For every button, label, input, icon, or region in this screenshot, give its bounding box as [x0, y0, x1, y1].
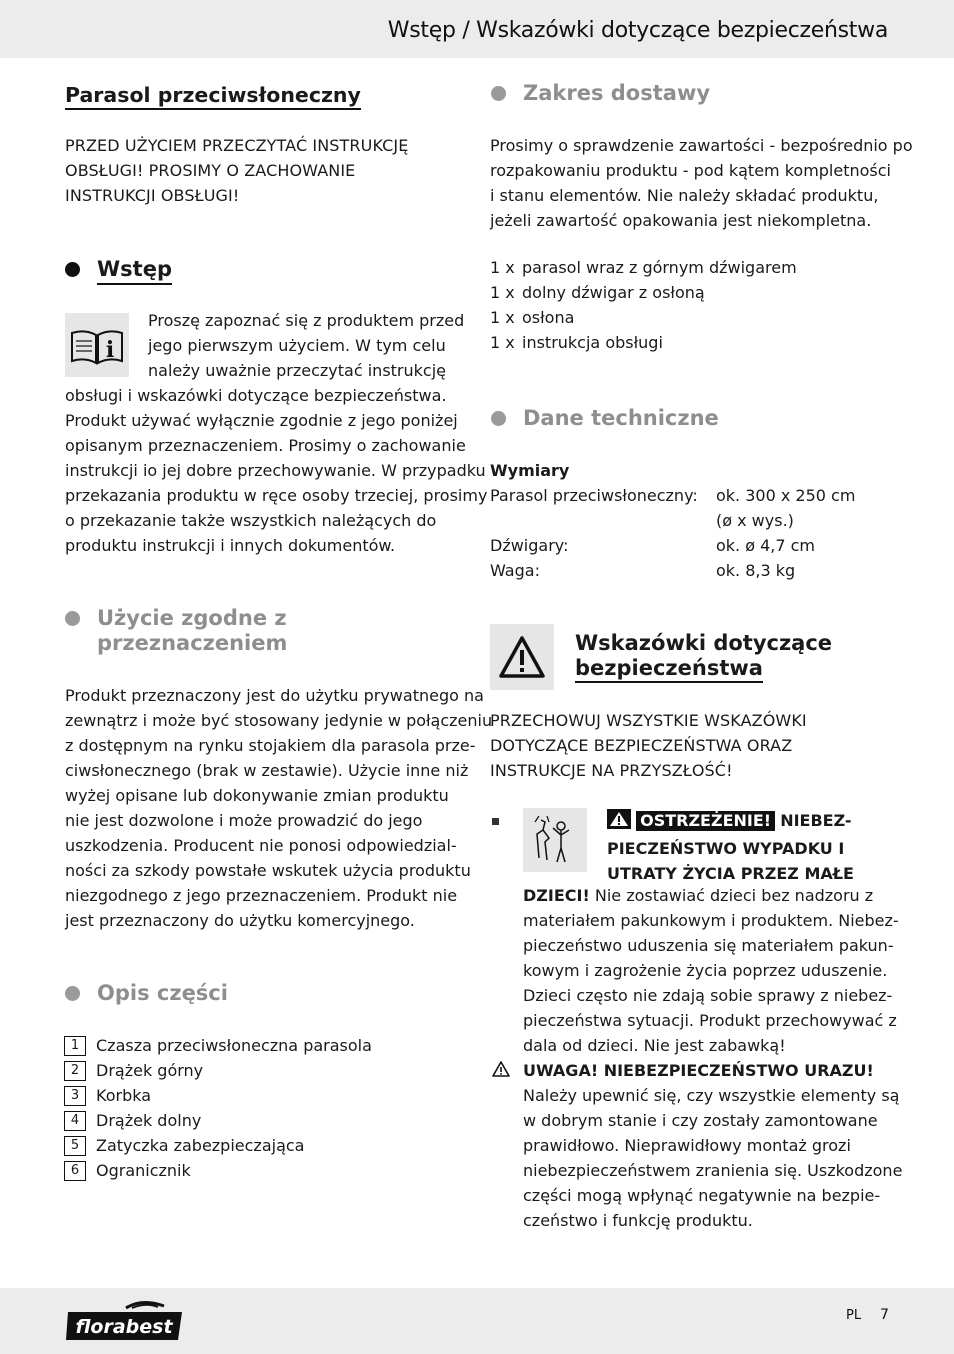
usage-line: nie jest dozwolone i może prowadzić do jego — [65, 811, 423, 830]
bullet-dot-icon — [65, 986, 80, 1001]
product-title-wrap — [65, 82, 361, 110]
delivery-item: instrukcja obsługi — [522, 333, 663, 352]
intro-line: Proszę zapoznać się z produktem przed — [148, 311, 465, 330]
footer-language: PL — [846, 1308, 862, 1323]
caution-text — [523, 1058, 903, 1233]
spec-label: Parasol przeciwsłoneczny: — [490, 486, 698, 505]
delivery-item: parasol wraz z górnym dźwigarem — [522, 258, 797, 277]
intro-line: opisanym przeznaczeniem. Prosimy o zachowanie — [65, 436, 466, 455]
delivery-item: dolny dźwigar z osłoną — [522, 283, 705, 302]
part-number: 1 — [64, 1036, 86, 1056]
part-label: Czasza przeciwsłoneczna parasola — [96, 1036, 372, 1055]
delivery-list — [490, 258, 797, 358]
page-footer — [0, 1288, 954, 1354]
bullet-dot-icon — [65, 611, 80, 626]
delivery-heading — [491, 81, 710, 106]
warning-title-line: UTRATY ŻYCIA PRZEZ MAŁE — [607, 864, 854, 883]
part-number: 4 — [64, 1111, 86, 1131]
warning-line-rest: Nie zostawiać dzieci bez nadzoru z — [594, 886, 874, 905]
caution-line: niebezpieczeństwem zranienia się. Uszkodzone — [523, 1161, 903, 1180]
warning-title-text: NIEBEZ- — [780, 811, 852, 830]
delivery-item: osłona — [522, 308, 575, 327]
bullet-dot-icon — [65, 262, 80, 277]
product-title: Parasol przeciwsłoneczny — [65, 82, 361, 110]
caution-title: UWAGA! NIEBEZPIECZEŃSTWO URAZU! — [523, 1061, 874, 1080]
brand-name: florabest — [75, 1316, 173, 1338]
usage-line: niezgodnego z jego przeznaczeniem. Produkt nie — [65, 886, 458, 905]
keep-notice-line: PRZECHOWUJ WSZYSTKIE WSKAZÓWKI — [490, 711, 807, 730]
warning-title-line — [607, 808, 897, 836]
read-notice-line: PRZED UŻYCIEM PRZECZYTAĆ INSTRUKCJĘ — [65, 136, 409, 155]
warning-line: materiałem pakunkowym i produktem. Niebez- — [523, 911, 899, 930]
delivery-line: Prosimy o sprawdzenie zawartości - bezpośrednio po — [490, 136, 913, 155]
usage-line: wyżej opisane lub dokonywanie zmian produktu — [65, 786, 449, 805]
warning-badge: OSTRZEŻENIE! — [636, 811, 775, 831]
warning-title-line: PIECZEŃSTWO WYPADKU I — [607, 839, 845, 858]
usage-text — [65, 683, 493, 933]
spec-value: ok. 8,3 kg — [716, 561, 796, 580]
spec-row — [490, 508, 900, 533]
usage-heading — [65, 606, 287, 656]
square-bullet-icon — [492, 818, 499, 825]
part-number: 3 — [64, 1086, 86, 1106]
caution-line: czeństwo i funkcję produktu. — [523, 1211, 753, 1230]
usage-line: z dostępnym na rynku stojakiem dla parasola prze- — [65, 736, 476, 755]
warning-line: Dzieci często nie zdają sobie sprawy z niebez- — [523, 986, 893, 1005]
read-notice-line: INSTRUKCJI OBSŁUGI! — [65, 186, 240, 205]
parts-heading — [65, 981, 228, 1006]
safety-heading-line: Wskazówki dotyczące — [575, 631, 833, 655]
warning-line: pieczeństwo uduszenia się materiałem pakun- — [523, 936, 894, 955]
parts-heading-text: Opis części — [97, 981, 228, 1005]
caution-line: prawidłowo. Nieprawidłowy montaż grozi — [523, 1136, 851, 1155]
list-item — [64, 1083, 464, 1108]
spec-row — [490, 558, 900, 583]
page-number: 7 — [880, 1307, 889, 1323]
keep-notice — [490, 708, 807, 783]
bullet-dot-icon — [491, 411, 506, 426]
delivery-line: i stanu elementów. Nie należy składać produktu, — [490, 186, 879, 205]
delivery-heading-text: Zakres dostawy — [523, 81, 711, 105]
warning-title-end: DZIECI! — [523, 886, 590, 905]
read-notice-line: OBSŁUGI! PROSIMY O ZACHOWANIE — [65, 161, 356, 180]
intro-text — [65, 383, 488, 558]
page-title: Wstęp / Wskazówki dotyczące bezpieczeństwa — [387, 18, 888, 43]
warning-text — [523, 883, 898, 1058]
dims-label: Wymiary — [490, 461, 570, 480]
child-warning-icon — [523, 808, 587, 872]
safety-heading — [575, 631, 832, 683]
intro-line: obsługi i wskazówki dotyczące bezpieczeństwa. — [65, 386, 447, 405]
tech-heading — [491, 406, 719, 431]
usage-line: Produkt przeznaczony jest do użytku prywatnego na — [65, 686, 484, 705]
spec-value: (ø x wys.) — [716, 511, 794, 530]
intro-heading-text: Wstęp — [97, 257, 172, 285]
part-label: Drążek górny — [96, 1061, 204, 1080]
keep-notice-line: DOTYCZĄCE BEZPIECZEŃSTWA ORAZ — [490, 736, 793, 755]
warning-small-triangle-icon — [607, 809, 631, 836]
list-item — [64, 1133, 464, 1158]
part-number: 6 — [64, 1161, 86, 1181]
usage-heading-text — [97, 606, 287, 656]
caution-line: części mogą wpłynąć negatywnie na bezpie- — [523, 1186, 881, 1205]
delivery-qty: 1 x — [490, 333, 515, 352]
warning-line: pieczeństwa sytuacji. Produkt przechowywać z — [523, 1011, 897, 1030]
part-number: 5 — [64, 1136, 86, 1156]
part-number: 2 — [64, 1061, 86, 1081]
warning-block-head — [607, 808, 897, 886]
part-label: Drążek dolny — [96, 1111, 202, 1130]
list-item — [64, 1033, 464, 1058]
usage-heading-line: Użycie zgodne z — [97, 606, 287, 630]
spec-row — [490, 533, 900, 558]
intro-line: Produkt używać wyłącznie zgodnie z jego poniżej — [65, 411, 458, 430]
spec-row — [490, 483, 900, 508]
safety-heading-line: bezpieczeństwa — [575, 656, 763, 683]
spec-label — [490, 508, 716, 533]
warning-triangle-icon — [490, 624, 554, 690]
list-item — [64, 1158, 464, 1183]
part-label: Ogranicznik — [96, 1161, 191, 1180]
warning-line — [523, 883, 898, 908]
intro-line: produktu instrukcji i innych dokumentów. — [65, 536, 396, 555]
parts-list — [64, 1033, 464, 1183]
intro-line: należy uważnie przeczytać instrukcję — [148, 361, 446, 380]
spec-label: Waga: — [490, 561, 540, 580]
info-book-icon — [65, 313, 129, 377]
usage-line: uszkodzenia. Producent nie ponosi odpowiedzial- — [65, 836, 457, 855]
list-item — [64, 1058, 464, 1083]
part-label: Zatyczka zabezpieczająca — [96, 1136, 305, 1155]
delivery-line: jeżeli zawartość opakowania jest niekompletna. — [490, 211, 872, 230]
list-item — [490, 283, 797, 308]
caution-line: Należy upewnić się, czy wszystkie elementy są — [523, 1086, 900, 1105]
intro-heading — [65, 257, 172, 285]
delivery-text — [490, 133, 913, 233]
usage-line: ności za szkody powstałe wskutek użycia produktu — [65, 861, 471, 880]
florabest-logo — [66, 1298, 184, 1342]
part-label: Korbka — [96, 1086, 152, 1105]
caution-line: w dobrym stanie i czy zostały zamontowane — [523, 1111, 878, 1130]
page-header — [0, 0, 954, 58]
usage-line: zewnątrz i może być stosowany jedynie w połączeniu — [65, 711, 493, 730]
delivery-qty: 1 x — [490, 283, 515, 302]
delivery-qty: 1 x — [490, 308, 515, 327]
list-item — [490, 333, 797, 358]
usage-line: ciwsłonecznego (brak w zestawie). Użycie inne niż — [65, 761, 469, 780]
warning-line: kowym i zagrożenie życia poprzez uduszenie. — [523, 961, 888, 980]
intro-line: o przekazanie także wszystkich należących do — [65, 511, 437, 530]
caution-triangle-icon — [491, 1060, 511, 1082]
spec-value: ok. 300 x 250 cm — [716, 486, 856, 505]
delivery-line: rozpakowaniu produktu - pod kątem kompletności — [490, 161, 891, 180]
specs — [490, 458, 900, 583]
usage-line: jest przeznaczony do użytku komercyjnego. — [65, 911, 415, 930]
list-item — [490, 258, 797, 283]
intro-line: jego pierwszym użyciem. W tym celu — [148, 336, 446, 355]
read-notice — [65, 133, 408, 208]
intro-line: przekazania produktu w ręce osoby trzeciej, prosimy — [65, 486, 488, 505]
delivery-qty: 1 x — [490, 258, 515, 277]
spec-label: Dźwigary: — [490, 536, 569, 555]
intro-text-indented — [148, 308, 468, 383]
intro-line: instrukcji io jej dobre przechowywanie. W przypadku — [65, 461, 486, 480]
svg-text:i: i — [105, 337, 115, 363]
warning-line: dala od dzieci. Nie jest zabawką! — [523, 1036, 786, 1055]
tech-heading-text: Dane techniczne — [523, 406, 719, 430]
keep-notice-line: INSTRUKCJE NA PRZYSZŁOŚĆ! — [490, 761, 733, 780]
bullet-dot-icon — [491, 86, 506, 101]
spec-value: ok. ø 4,7 cm — [716, 536, 816, 555]
list-item — [64, 1108, 464, 1133]
usage-heading-line: przeznaczeniem — [97, 631, 288, 655]
list-item — [490, 308, 797, 333]
